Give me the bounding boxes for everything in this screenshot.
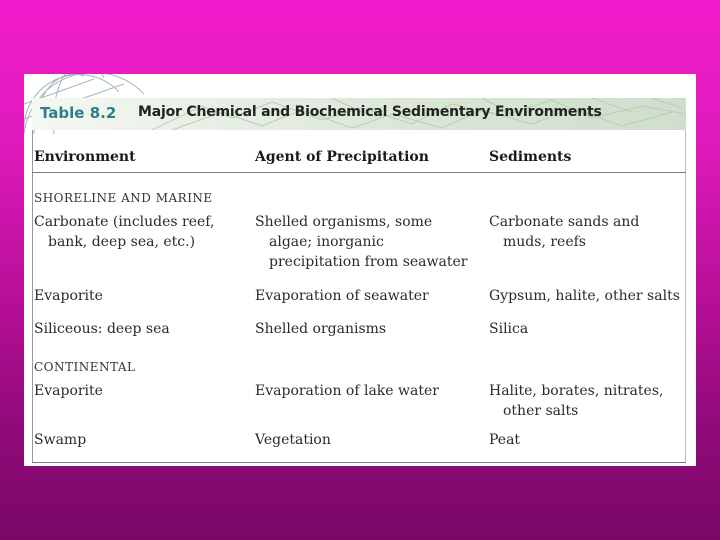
left-border: [32, 130, 33, 463]
agent-cell: Shelled organisms: [255, 321, 387, 337]
environment-cell: Siliceous: deep sea: [34, 321, 170, 337]
table-bottom-rule: [32, 462, 686, 463]
environment-cell: Swamp: [34, 432, 87, 448]
section-label-continental: CONTINENTAL: [34, 360, 136, 374]
agent-line: Shelled organisms, some: [255, 214, 433, 230]
sediments-line: Carbonate sands and: [489, 214, 640, 230]
right-border: [685, 130, 686, 463]
agent-line: precipitation from seawater: [269, 254, 468, 270]
sediments-line: Halite, borates, nitrates,: [489, 383, 664, 399]
environment-line: Carbonate (includes reef,: [34, 214, 215, 230]
table-title: Major Chemical and Biochemical Sedimentary Environments: [138, 104, 602, 120]
table-slide: [24, 74, 696, 466]
section-label-shoreline-marine: SHORELINE AND MARINE: [34, 191, 213, 205]
sediments-cell: [489, 381, 663, 421]
sediments-line: other salts: [503, 403, 579, 419]
table-number: Table 8.2: [40, 104, 117, 122]
agent-cell: Evaporation of lake water: [255, 383, 439, 399]
sediments-cell: Gypsum, halite, other salts: [489, 288, 680, 304]
sediments-cell: Silica: [489, 321, 529, 337]
table-banner: [32, 98, 686, 130]
agent-cell: Evaporation of seawater: [255, 288, 429, 304]
environment-cell: Evaporite: [34, 383, 103, 399]
agent-line: algae; inorganic: [269, 234, 384, 250]
agent-cell: [255, 212, 467, 272]
column-header-environment: Environment: [34, 149, 136, 165]
column-header-agent: Agent of Precipitation: [255, 149, 429, 165]
sediments-cell: Peat: [489, 432, 521, 448]
agent-cell: Vegetation: [255, 432, 331, 448]
environment-cell: Evaporite: [34, 288, 103, 304]
sediments-cell: [489, 212, 639, 252]
environment-line: bank, deep sea, etc.): [48, 234, 196, 250]
header-divider: [32, 172, 686, 173]
column-header-sediments: Sediments: [489, 149, 572, 165]
sediments-line: muds, reefs: [503, 234, 586, 250]
environment-cell: [34, 212, 214, 252]
